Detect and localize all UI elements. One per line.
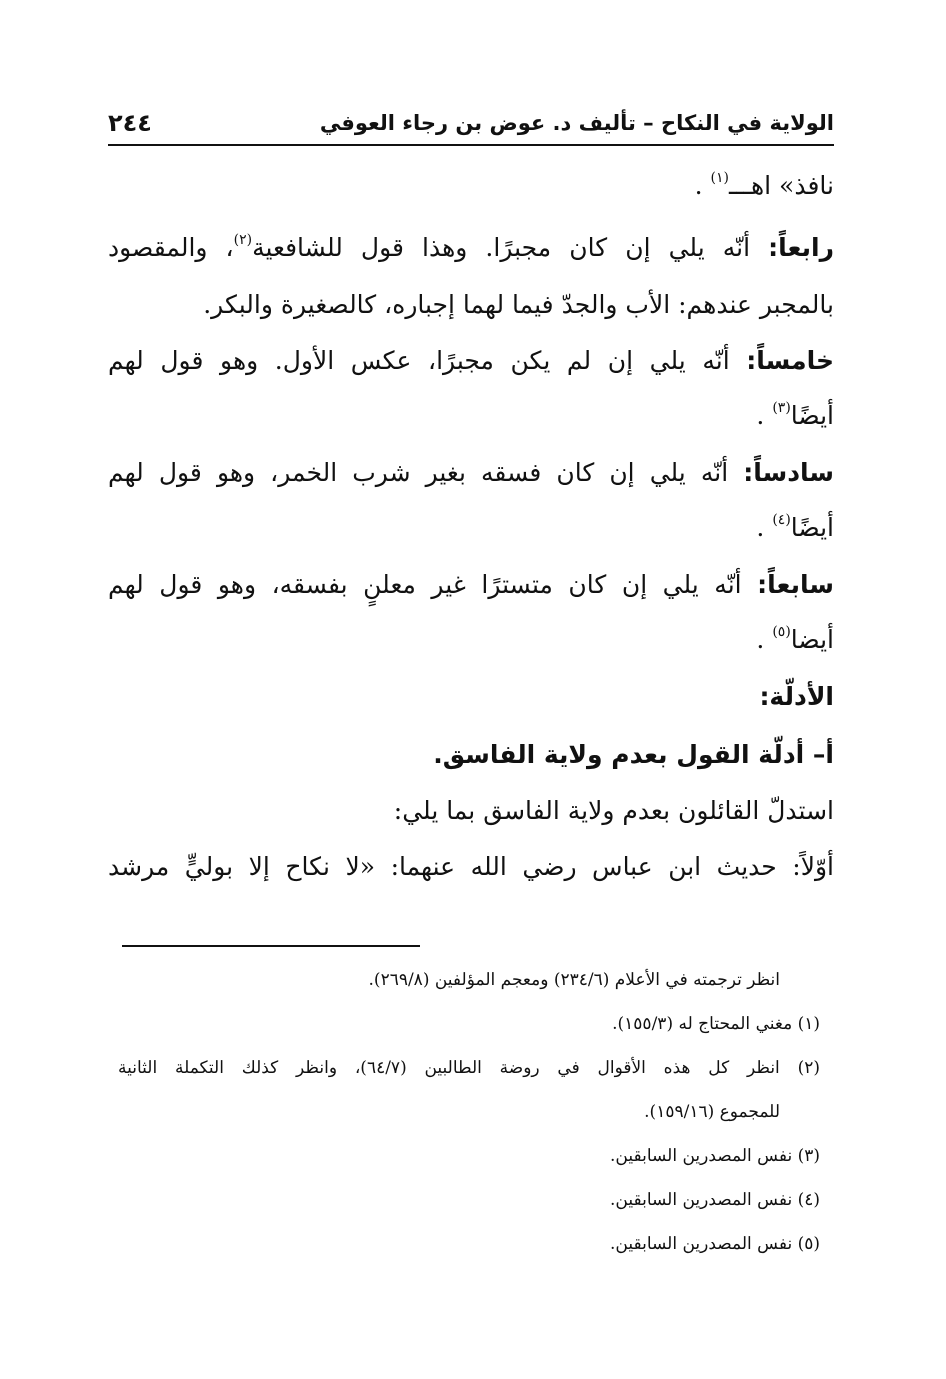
text-line: نافذ» اهـــ$^{(١)}$ . xyxy=(694,170,834,200)
text-line: استدلّ القائلون بعدم ولاية الفاسق بما يلي: xyxy=(393,796,834,825)
text-line: أيضا$^{(٥)}$ . xyxy=(756,624,834,654)
text-line: أوّلاً: حديث ابن عباس رضي الله عنهما: «لا نكاح إلا بوليٍّ مرشد xyxy=(108,852,834,881)
footnote-3: (٣) نفس المصدرين السابقين. xyxy=(610,1146,820,1166)
footnote-5: (٥) نفس المصدرين السابقين. xyxy=(610,1234,820,1254)
footnote-divider xyxy=(122,945,420,947)
footnote-2: (٢) انظر كل هذه الأقوال في روضة الطالبين (٦٤/٧)، وانظر كذلك التكملة الثانية xyxy=(118,1058,820,1078)
paragraph-sadisan: سادساً: أنّه يلي إن كان فسقه بغير شرب الخمر، وهو قول لهم xyxy=(108,458,835,487)
footnote-4: (٤) نفس المصدرين السابقين. xyxy=(610,1190,820,1210)
footnote-1: (١) مغني المحتاج له (١٥٥/٣). xyxy=(612,1014,820,1034)
footnote-line: انظر ترجمته في الأعلام (٢٣٤/٦) ومعجم المؤلفين (٢٦٩/٨). xyxy=(368,970,780,990)
section-heading: الأدلّة: xyxy=(759,682,834,711)
footnote-ref: (٣) xyxy=(772,400,791,416)
footnote-ref: (٢) xyxy=(233,232,253,248)
paragraph-rabian: رابعاً: أنّه يلي إن كان مجبرًا. وهذا قول للشافعية$^{(٢)}$، والمقصود xyxy=(108,232,834,262)
item-label: سادساً: xyxy=(743,458,835,487)
item-label: سابعاً: xyxy=(757,570,834,599)
header-title: الولاية في النكاح – تأليف د. عوض بن رجاء العوفي xyxy=(319,111,834,135)
page-number: ٢٤٤ xyxy=(108,109,152,137)
footnote-ref: (٥) xyxy=(772,624,791,640)
footnote-line: للمجموع (١٥٩/١٦). xyxy=(644,1102,780,1122)
paragraph-khamisan: خامساً: أنّه يلي إن لم يكن مجبرًا، عكس الأول. وهو قول لهم xyxy=(108,346,834,375)
footnote-ref: (٤) xyxy=(772,512,791,528)
paragraph-sabian: سابعاً: أنّه يلي إن كان متسترًا غير معلنٍ بفسقه، وهو قول لهم xyxy=(108,570,834,599)
subsection-heading: أ– أدلّة القول بعدم ولاية الفاسق. xyxy=(433,740,834,769)
text-line: أيضًا$^{(٤)}$ . xyxy=(756,512,834,542)
running-header xyxy=(108,108,834,146)
text-line: بالمجبر عندهم: الأب والجدّ فيما لهما إجباره، كالصغيرة والبكر. xyxy=(203,290,834,319)
footnote-ref: (١) xyxy=(710,170,729,186)
item-label: خامساً: xyxy=(746,346,834,375)
item-label: رابعاً: xyxy=(768,233,834,262)
text-line: أيضًا$^{(٣)}$ . xyxy=(756,400,834,430)
